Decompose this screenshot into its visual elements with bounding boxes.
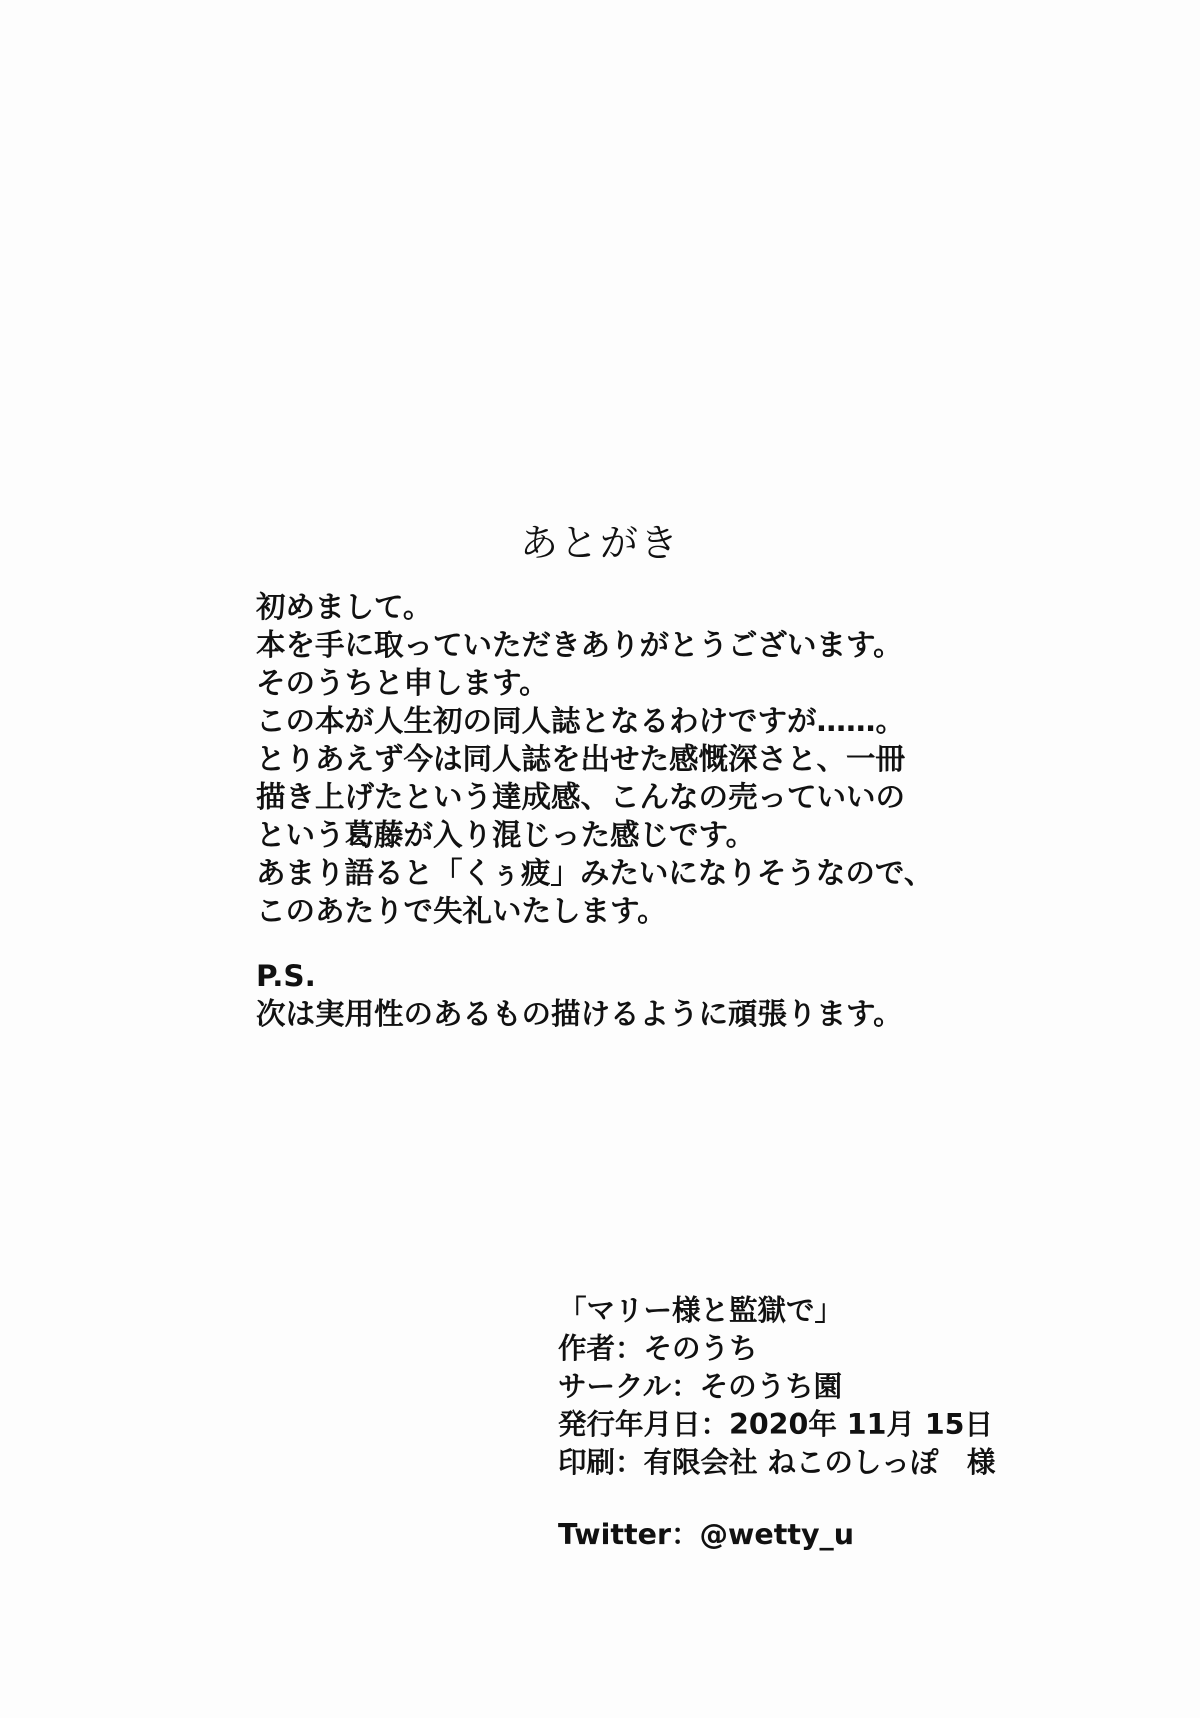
colophon xyxy=(558,1292,1178,1482)
postscript xyxy=(256,957,1016,1033)
body-line: あまり語ると「くぅ疲」みたいになりそうなので、 xyxy=(256,856,934,890)
body-line: 初めまして。 xyxy=(256,590,433,624)
postscript-text: 次は実用性のあるもの描けるように頑張ります。 xyxy=(256,997,903,1031)
colophon-book-title: 「マリー様と監獄で」 xyxy=(558,1294,844,1327)
body-line: 描き上げたという達成感、こんなの売っていいの xyxy=(256,780,906,814)
colophon-printer: 印刷：有限会社 ねこのしっぽ 様 xyxy=(558,1446,996,1479)
body-line: とりあえず今は同人誌を出せた感慨深さと、一冊 xyxy=(256,742,906,776)
body-line: このあたりで失礼いたします。 xyxy=(256,894,667,928)
body-line: そのうちと申します。 xyxy=(256,666,549,700)
colophon-circle: サークル：そのうち園 xyxy=(558,1370,843,1403)
colophon-date: 発行年月日：2020年 11月 15日 xyxy=(558,1408,993,1441)
body-line: 本を手に取っていただきありがとうございます。 xyxy=(256,628,903,662)
afterword-heading: あとがき xyxy=(519,521,680,565)
twitter-handle: Twitter：@wetty_u xyxy=(558,1518,855,1551)
postscript-label: P.S. xyxy=(256,959,316,993)
body-line: という葛藤が入り混じった感じです。 xyxy=(256,818,756,852)
afterword-body xyxy=(256,588,1016,930)
colophon-author: 作者：そのうち xyxy=(558,1332,758,1365)
body-line: この本が人生初の同人誌となるわけですが……。 xyxy=(256,704,906,738)
